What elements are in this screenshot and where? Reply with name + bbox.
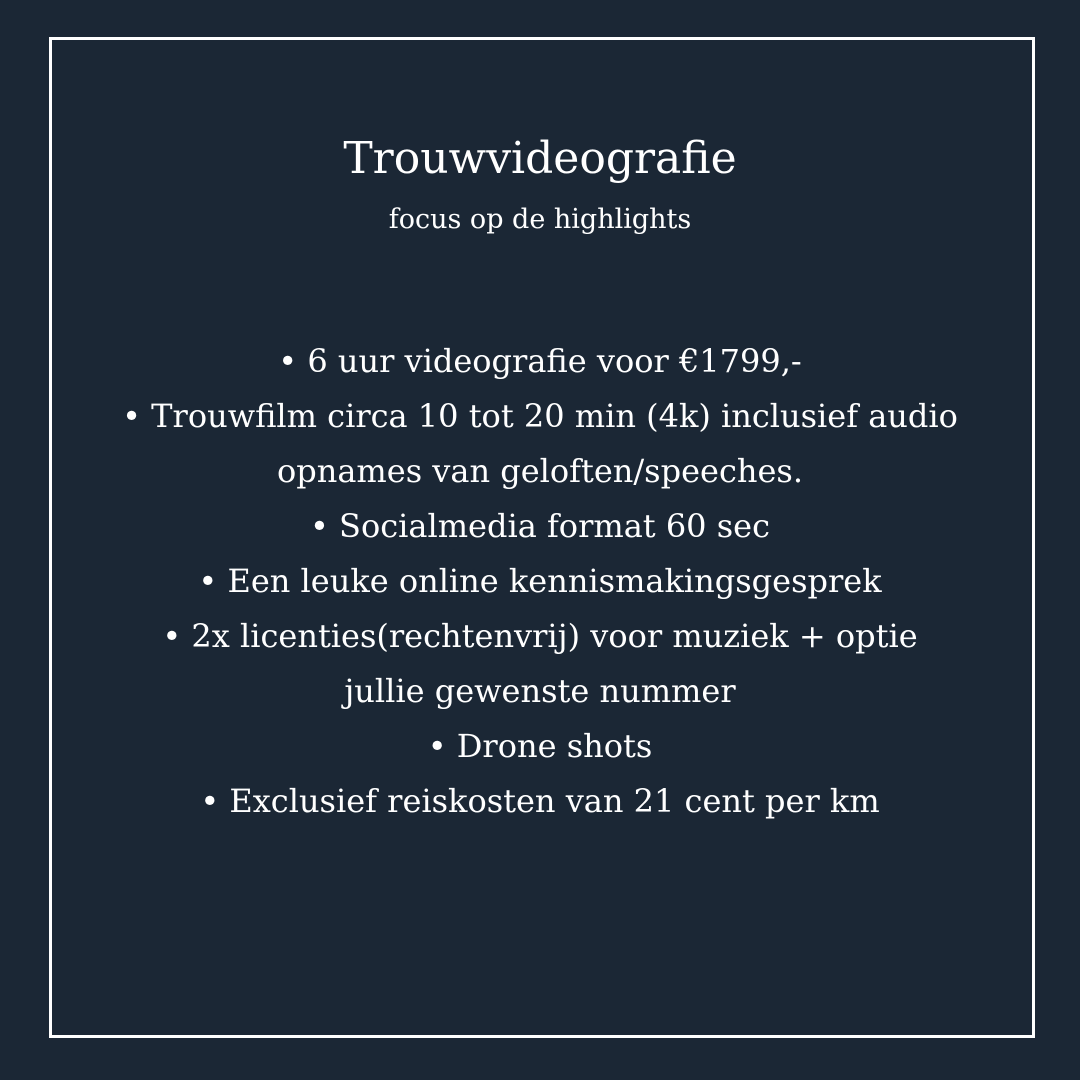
feature-item-hours-price: • 6 uur videografie voor €1799,- (278, 342, 802, 380)
feature-item-music-licenses: • 2x licenties(rechtenvrij) voor muziek + optie jullie gewenste nummer (162, 617, 918, 710)
feature-list (120, 334, 960, 829)
feature-item-drone-shots: • Drone shots (427, 727, 653, 765)
feature-item-wedding-film: • Trouwfilm circa 10 tot 20 min (4k) inclusief audio opnames van geloften/speeches. (122, 397, 958, 490)
page-subtitle: focus op de highlights (388, 204, 692, 235)
page-title: Trouwvideografie (343, 133, 737, 184)
feature-item-online-meeting: • Een leuke online kennismakingsgesprek (198, 562, 882, 600)
feature-item-travel-costs: • Exclusief reiskosten van 21 cent per km (200, 782, 880, 820)
feature-item-social-media: • Socialmedia format 60 sec (310, 507, 770, 545)
